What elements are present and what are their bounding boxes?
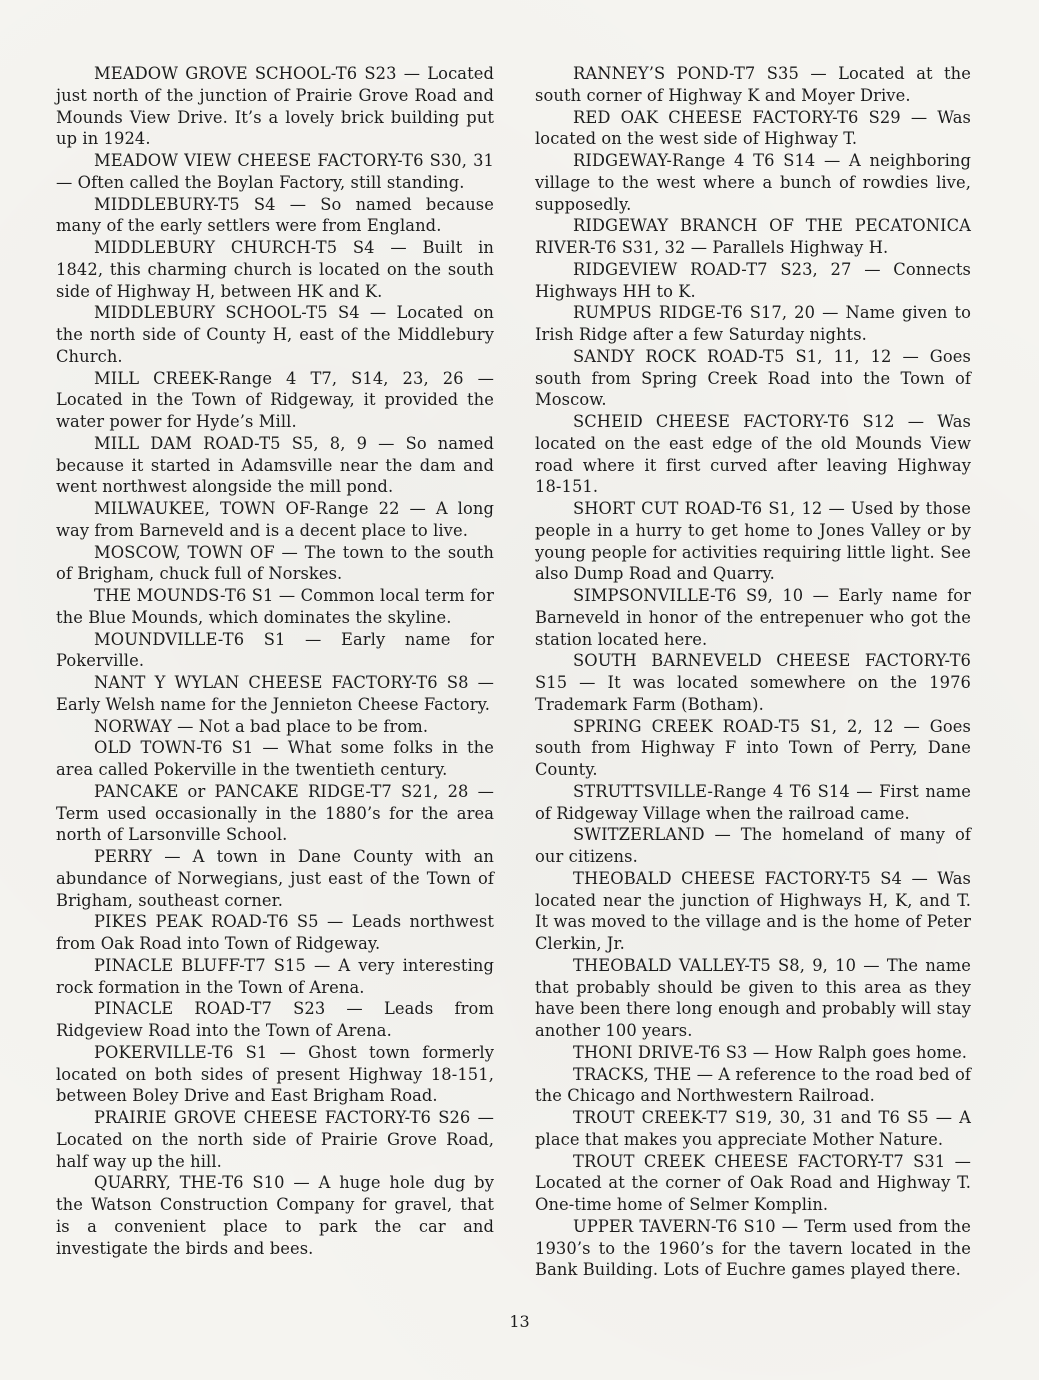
glossary-entry: PANCAKE or PANCAKE RIDGE-T7 S21, 28 — Term used occasionally in the 1880’s for the area north of Larsonville School. [56,781,494,845]
right-column [535,63,971,1281]
glossary-entry: STRUTTSVILLE-Range 4 T6 S14 — First name of Ridgeway Village when the railroad came. [535,781,971,823]
glossary-entry: RIDGEWAY-Range 4 T6 S14 — A neighboring village to the west where a bunch of rowdies live, supposedly. [535,151,971,214]
page-number: 13 [509,1312,530,1331]
glossary-entry: POKERVILLE-T6 S1 — Ghost town formerly located on both sides of present Highway 18-151, between Boley Drive and East Brigham Road. [56,1042,494,1106]
glossary-entry: OLD TOWN-T6 S1 — What some folks in the area called Pokerville in the twentieth century. [56,738,494,779]
glossary-entry: MILL DAM ROAD-T5 S5, 8, 9 — So named because it started in Adamsville near the dam and went northwest alongside the mill pond. [56,433,494,497]
left-column [56,63,494,1259]
glossary-entry: RIDGEWAY BRANCH OF THE PECATONICA RIVER-T6 S31, 32 — Parallels Highway H. [535,216,971,257]
glossary-entry: UPPER TAVERN-T6 S10 — Term used from the 1930’s to the 1960’s for the tavern located in the Bank Building. Lots of Euchre games played there. [535,1216,971,1280]
glossary-entry: TRACKS, THE — A reference to the road bed of the Chicago and Northwestern Railroad. [535,1064,971,1106]
glossary-entry: THEOBALD VALLEY-T5 S8, 9, 10 — The name that probably should be given to this area as they have been there long enough and probably will stay another 100 years. [535,955,971,1040]
glossary-entry: MIDDLEBURY CHURCH-T5 S4 — Built in 1842, this charming church is located on the south side of Highway H, between HK and K. [56,238,494,301]
glossary-entry: MILWAUKEE, TOWN OF-Range 22 — A long way from Barneveld and is a decent place to live. [56,499,494,540]
glossary-entry: SOUTH BARNEVELD CHEESE FACTORY-T6 S15 — It was located somewhere on the 1976 Trademark Farm (Botham). [535,651,971,714]
glossary-entry: MOUNDVILLE-T6 S1 — Early name for Pokerville. [56,629,494,671]
glossary-entry: MIDDLEBURY SCHOOL-T5 S4 — Located on the north side of County H, east of the Middlebury Church. [56,303,494,366]
glossary-entry: THE MOUNDS-T6 S1 — Common local term for the Blue Mounds, which dominates the skyline. [56,586,494,627]
glossary-entry: PERRY — A town in Dane County with an abundance of Norwegians, just east of the Town of Brigham, southeast corner. [56,847,494,910]
glossary-entry: PINACLE BLUFF-T7 S15 — A very interesting rock formation in the Town of Arena. [56,955,494,997]
glossary-entry: NANT Y WYLAN CHEESE FACTORY-T6 S8 — Early Welsh name for the Jennieton Cheese Factory. [56,673,494,714]
glossary-entry: RANNEY’S POND-T7 S35 — Located at the south corner of Highway K and Moyer Drive. [535,64,971,105]
glossary-entry: MEADOW GROVE SCHOOL-T6 S23 — Located just north of the junction of Prairie Grove Road and Mounds View Drive. It’s a lovely brick building put up in 1924. [56,64,494,149]
glossary-entry: RIDGEVIEW ROAD-T7 S23, 27 — Connects Highways HH to K. [535,259,971,301]
glossary-entry: SCHEID CHEESE FACTORY-T6 S12 — Was located on the east edge of the old Mounds View road where it first curved after leaving Highway 18-151. [535,412,971,497]
glossary-entry: THEOBALD CHEESE FACTORY-T5 S4 — Was located near the junction of Highways H, K, and T. It was moved to the village and is the home of Peter Clerkin, Jr. [535,868,971,953]
glossary-entry: PIKES PEAK ROAD-T6 S5 — Leads northwest from Oak Road into Town of Ridgeway. [56,912,494,953]
glossary-entry: RUMPUS RIDGE-T6 S17, 20 — Name given to Irish Ridge after a few Saturday nights. [535,303,971,344]
glossary-entry: MILL CREEK-Range 4 T7, S14, 23, 26 — Located in the Town of Ridgeway, it provided the water power for Hyde’s Mill. [56,368,494,431]
glossary-entry: TROUT CREEK-T7 S19, 30, 31 and T6 S5 — A place that makes you appreciate Mother Nature. [535,1108,971,1149]
glossary-entry: THONI DRIVE-T6 S3 — How Ralph goes home. [573,1042,968,1062]
glossary-entry: MOSCOW, TOWN OF — The town to the south of Brigham, chuck full of Norskes. [56,542,494,584]
glossary-entry: PINACLE ROAD-T7 S23 — Leads from Ridgeview Road into the Town of Arena. [56,999,494,1040]
glossary-entry: TROUT CREEK CHEESE FACTORY-T7 S31 — Located at the corner of Oak Road and Highway T. One-time home of Selmer Komplin. [535,1151,971,1214]
glossary-entry: RED OAK CHEESE FACTORY-T6 S29 — Was located on the west side of Highway T. [535,107,971,149]
glossary-entry: MEADOW VIEW CHEESE FACTORY-T6 S30, 31 — Often called the Boylan Factory, still standing. [56,151,494,192]
glossary-entry: PRAIRIE GROVE CHEESE FACTORY-T6 S26 — Located on the north side of Prairie Grove Road, half way up the hill. [56,1108,494,1171]
glossary-entry: SANDY ROCK ROAD-T5 S1, 11, 12 — Goes south from Spring Creek Road into the Town of Moscow. [535,346,971,410]
glossary-entry: SPRING CREEK ROAD-T5 S1, 2, 12 — Goes south from Highway F into Town of Perry, Dane County. [535,716,971,779]
glossary-entry: SHORT CUT ROAD-T6 S1, 12 — Used by those people in a hurry to get home to Jones Valley or by young people for activities requiring little light. See also Dump Road and Quarry. [535,499,971,584]
glossary-entry: MIDDLEBURY-T5 S4 — So named because many of the early settlers were from England. [56,194,494,236]
glossary-entry: QUARRY, THE-T6 S10 — A huge hole dug by the Watson Construction Company for gravel, that is a convenient place to park the car and investigate the birds and bees. [56,1173,494,1258]
glossary-entry: SWITZERLAND — The homeland of many of our citizens. [535,825,971,866]
glossary-entry: NORWAY — Not a bad place to be from. [94,716,429,736]
glossary-entry: SIMPSONVILLE-T6 S9, 10 — Early name for Barneveld in honor of the entrepenuer who got the station located here. [535,586,971,649]
